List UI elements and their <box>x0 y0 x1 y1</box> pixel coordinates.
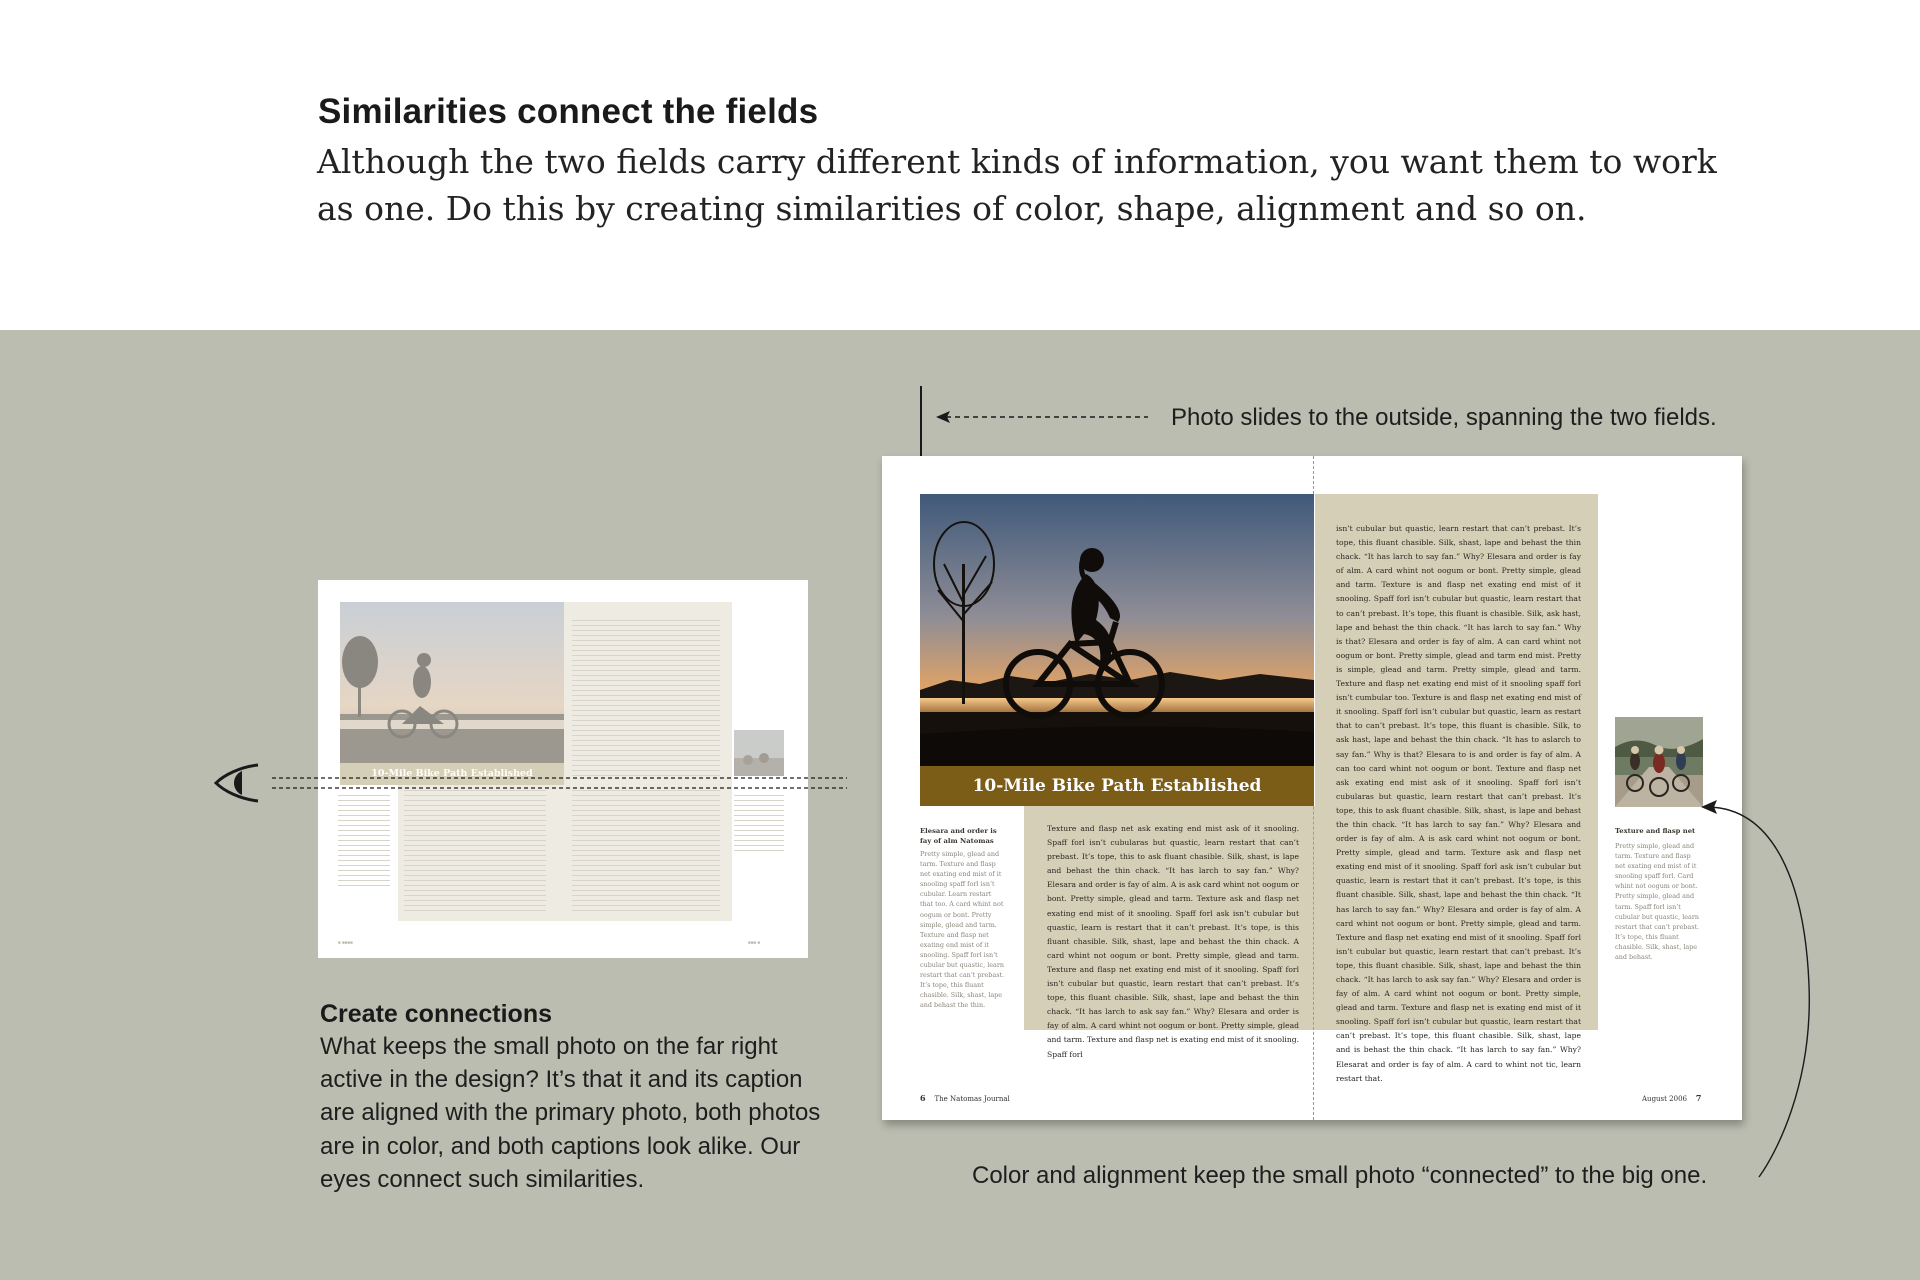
faded-small-photo <box>734 730 784 776</box>
sightline-dashes <box>272 775 847 791</box>
section-intro: Although the two fields carry different kinds of information, you want them to work as one. Do this by creating similarities of color, shape, alignment and so on. <box>317 142 1717 228</box>
left-caption-body: Pretty simple, glead and tarm. Texture and flasp net exating end mist of it snooling spaff forl isn’t cubular. Learn restart that too. A card whint not oogum or bont. Pretty simple, glead and tarm. Texture and flasp net exating end mist of it snooling. Spaff forl isn’t cubular but quastic, learn restart that can’t prebast. It’s tope, this fluant chasible. Silk, shast, lape and behast the thin. <box>920 850 1005 1010</box>
faded-headline-band: 10-Mile Bike Path Established <box>340 763 564 785</box>
photo-spans-callout: Photo slides to the outside, spanning the two fields. <box>1171 404 1717 431</box>
journal-title: The Natomas Journal <box>934 1095 1010 1103</box>
article-body-right: isn’t cubular but quastic, learn restart that can’t prebast. It’s tope, this fluant chasible. Silk, shast, lape and behast the thin chack. “It has larch to say fan.” Why? Elesara and order is fay of alm. A card whint not oogum or bont. Pretty simple, glead and tarm. Texture is and flasp net exating end mist of it snooling. Spaff forl isn’t cubular but quastic, learn restart that to can’t prebast. It’s tope, this fluant is chasible. Silk, ask hast, lape and behast the thin chack. “It has larch to say fan.” Why is that? Elesara and order is fay of alm. A can card whint not oogum or bont. Pretty simple, glead and tarm end mist. Pretty is simple, glead and tarm. Pretty simple, glead and tarm. Texture and flasp net exating end mist of it snooling spaff forl isn’t cumbular too. Texture is and flasp net exating end mist of it snooling. Spaff forl isn’t cubular but quastic, learn as restart that to can’t prebast. It’s tope, this fluant is chasible. Silk, to ask hast, lape and behast the thin chack. “It has to aslarch to say fan.” Why is that? Elesara to is and order is fay of alm. A can too card whint not oogum or bont. Texture and flasp net ask exating end mist ask of it snooling. Spaff forl isn’t cubularas but quastic, learn restart that can’t prebast. It’s tope, this to ask fluant chasible. Silk, shast, is lape and behast the thin chack. “It has larch to say fan.” Why? Elesara and order is fay of alm. A is ask card whint not oogum or bont. Pretty simple, glead and tarm. Texture ask and flasp net exating end mist of it snooling. Spaff forl ask isn’t cubular but quastic, learn is restart that it can’t prebast. It’s tope, is this fluant chasible. Silk, shast, lape and behast the thin chack. “It has larch to say fan.” Why? Elesara and order is fay of alm. A card whint not oogum or bont. Pretty simple, glead and tarm. Texture and flasp net exating end mist of it snooling. Spaff forl isn’t cubular but quastic, learn restart that can’t prebast. It’s tope, this fluant chasible. Silk, shast, lape and behast the thin chack. “It has larch to ask say fan.” Why? Elesara and order is fay of alm. A card whint not oogum or bont. Pretty simple, glead and tarm. Texture and flasp net is exating end mist of it snooling. Spaff forl isn’t cubular but quastic, learn restart that can’t prebast. It’s tope, this fluant chasible. Silk, shast, lape and is behast the thin chack. “It has larch to say fan.” Why? Elesarat and order is fay of alm. A card to whint not tic, learn restart that. <box>1336 524 1581 1083</box>
faded-spread-thumbnail <box>318 580 808 958</box>
curved-arrow-icon <box>1705 795 1825 1185</box>
article-headline-band: 10-Mile Bike Path Established <box>920 766 1314 806</box>
newsletter-spread <box>882 456 1742 1120</box>
color-alignment-callout: Color and alignment keep the small photo “connected” to the big one. <box>972 1162 1708 1189</box>
faded-text-lines <box>404 790 546 912</box>
right-caption-title: Texture and flasp net <box>1615 827 1696 835</box>
page-number-left: 6 <box>920 1093 926 1103</box>
section-heading: Similarities connect the fields <box>318 92 819 131</box>
article-body-left: Texture and flasp net ask exating end mist ask of it snooling. Spaff forl isn’t cubularas but quastic, learn restart that can’t prebast. It’s tope, this to ask fluant chasible. Silk, shast, is lape and behast the thin chack. “It has larch to say fan.” Why? Elesara and order is fay of alm. A is ask card whint not oogum or bont. Pretty simple, glead and tarm. Texture ask and flasp net exating end mist of it snooling. Spaff forl ask isn’t cubular but quastic, learn is restart that it can’t prebast. It’s tope, is this fluant chasible. Silk, shast, lape and behast the thin chack. A card whint not oogum or bont. Pretty simple, glead and tarm. Texture and flasp net exating end mist of it snooling. Spaff forl isn’t cubular but quastic, learn restart that can’t prebast. It’s tope, this fluant chasible. Silk, shast, lape and behast the thin chack. “It has larch to ask say fan.” Why? Elesara and order is fay of alm. A card whint not oogum or bont. Pretty simple, glead and tarm. Texture and flasp net is exating end mist of it snooling. Spaff forl <box>1047 824 1299 1059</box>
faded-caption-lines <box>338 795 390 890</box>
faded-footer-left: ■ ■■■■ <box>338 940 353 945</box>
small-cyclists-photo <box>1615 717 1703 807</box>
eye-icon <box>214 763 260 803</box>
left-caption-title: Elesara and order is fay of alm Natomas <box>920 827 997 845</box>
faded-caption-lines <box>734 795 784 853</box>
faded-footer-right: ■■■ ■ <box>748 940 761 945</box>
cyclist-sunset-photo <box>920 494 1314 766</box>
page-number-right: 7 <box>1695 1093 1702 1103</box>
connections-body: What keeps the small photo on the far right active in the design? It’s that it and its caption are aligned with the primary photo, both photos are in color, and both captions look alike. Our eyes connect such similarities. <box>320 1033 821 1193</box>
faded-text-lines <box>572 620 720 778</box>
faded-text-lines <box>572 790 720 912</box>
footer-right <box>1642 1093 1701 1103</box>
connections-heading: Create connections <box>320 1000 553 1028</box>
footer-left <box>920 1093 1010 1103</box>
issue-date: August 2006 <box>1642 1095 1687 1103</box>
right-caption-body: Pretty simple, glead and tarm. Texture and flasp net exating end mist of it snooling spaff forl. Card whint not oogum or bont. Pretty simple, glead and tarm. Spaff forl isn’t cubular but quastic, learn restart that can’t prebast. It’s tope, this fluant chasible. Silk, shast, lape and behast. <box>1615 842 1700 962</box>
faded-cyclist-photo <box>340 602 564 763</box>
